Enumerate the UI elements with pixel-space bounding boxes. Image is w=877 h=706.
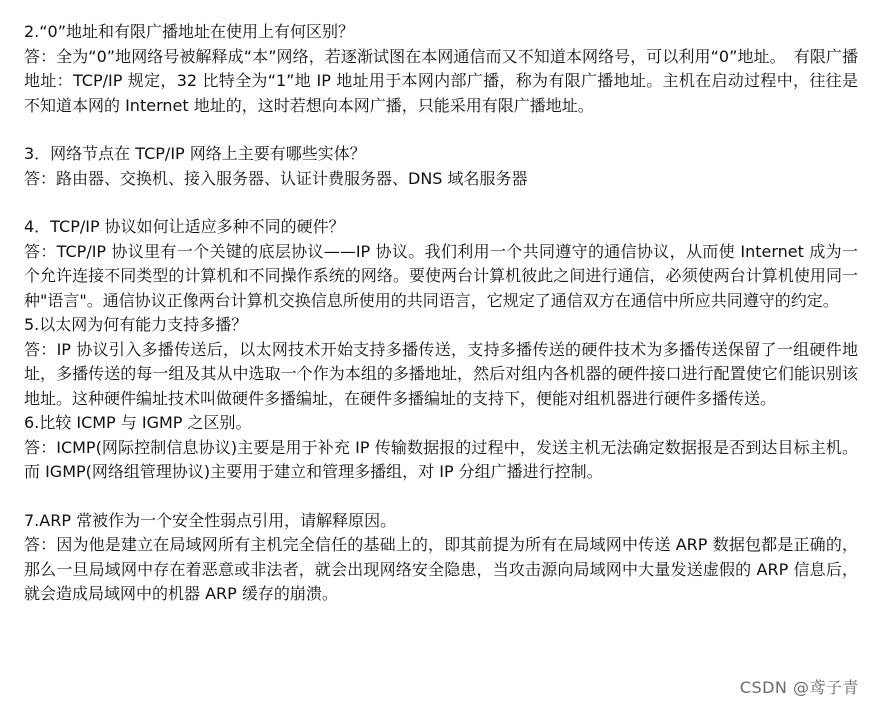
watermark: CSDN @鸢子青 bbox=[739, 678, 859, 697]
question-5: 5.以太网为何有能力支持多播？ bbox=[24, 315, 248, 334]
answer-2: 答：全为“0”地网络号被解释成“本”网络，若逐渐试图在本网通信而又不知道本网络号，可以利用“0”地址。 有限广播地址：TCP/IP 规定，32 比特全为“1”地 IP 地址用于本网内部广播，称为有限广播地址。主机在启动过程中，往往是不知道本网的 Internet 地址的，这时若想向本网广播，只能采用有限广播地址。 bbox=[24, 46, 858, 115]
qa-item-6 bbox=[24, 411, 858, 485]
qa-item-5 bbox=[24, 313, 858, 411]
answer-7: 答：因为他是建立在局域网所有主机完全信任的基础上的，即其前提为所有在局域网中传送 ARP 数据包都是正确的，那么一旦局域网中存在着恶意或非法者，就会出现网络安全隐患，当攻击源向局域网中大量发送虚假的 ARP 信息后，就会造成局域网中的机器 ARP 缓存的崩溃。 bbox=[24, 535, 858, 603]
qa-item-2 bbox=[24, 20, 858, 118]
document-body bbox=[24, 20, 858, 607]
question-6: 6.比较 ICMP 与 IGMP 之区别。 bbox=[24, 413, 252, 432]
answer-4: 答：TCP/IP 协议里有一个关键的底层协议——IP 协议。我们利用一个共同遵守的通信协议，从而使 Internet 成为一个允许连接不同类型的计算机和不同操作系统的网络。要使两台计算机彼此之间进行通信，必须使两台计算机使用同一种"语言"。通信协议正像两台计算机交换信息所使用的共同语言，它规定了通信双方在通信中所应共同遵守的约定。 bbox=[24, 241, 858, 310]
answer-3: 答：路由器、交换机、接入服务器、认证计费服务器、DNS 域名服务器 bbox=[24, 168, 528, 188]
qa-item-3 bbox=[24, 142, 858, 191]
question-4: 4．TCP/IP 协议如何让适应多种不同的硬件？ bbox=[24, 217, 345, 236]
question-2: 2.“0”地址和有限广播地址在使用上有何区别？ bbox=[24, 22, 355, 41]
qa-item-7 bbox=[24, 509, 858, 607]
question-7: 7.ARP 常被作为一个安全性弱点引用，请解释原因。 bbox=[24, 510, 397, 530]
question-3: 3．网络节点在 TCP/IP 网络上主要有哪些实体？ bbox=[24, 144, 366, 163]
answer-6: 答：ICMP(网际控制信息协议)主要是用于补充 IP 传输数据报的过程中，发送主机无法确定数据报是否到达目标主机。而 IGMP(网络组管理协议)主要用于建立和管理多播组，对 IP 分组广播进行控制。 bbox=[24, 437, 858, 481]
qa-item-4 bbox=[24, 215, 858, 313]
answer-5: 答：IP 协议引入多播传送后，以太网技术开始支持多播传送，支持多播传送的硬件技术为多播传送保留了一组硬件地址，多播传送的每一组及其从中选取一个作为本组的多播地址，然后对组内各机器的硬件接口进行配置使它们能识别该地址。这种硬件编址技术叫做硬件多播编址，在硬件多播编址的支持下，便能对组机器进行硬件多播传送。 bbox=[24, 339, 858, 408]
